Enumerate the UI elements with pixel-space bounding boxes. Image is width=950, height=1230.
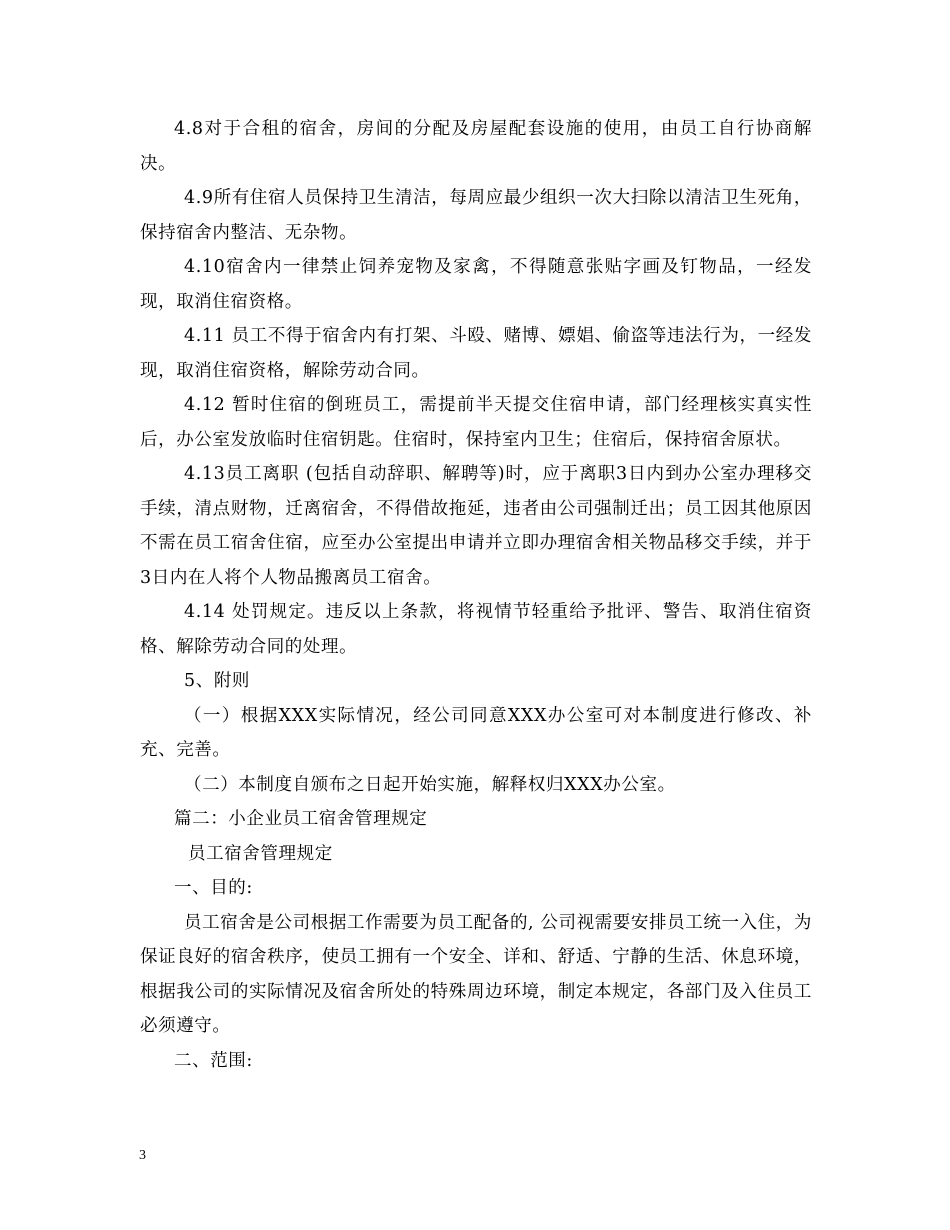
chapter-title: 篇二：小企业员工宿舍管理规定 — [174, 809, 428, 829]
document-title: 员工宿舍管理规定 — [188, 843, 333, 864]
clause-4-12: 4.12 暂时住宿的倒班员工，需提前半天提交住宿申请，部门经理核实真实性后，办公室发放临时住宿钥匙。住宿时，保持室内卫生；住宿后，保持宿舍原状。 — [140, 395, 812, 450]
clause-4-10: 4.10宿舍内一律禁止饲养宠物及家禽，不得随意张贴字画及钉物品，一经发现，取消住宿资格。 — [140, 257, 812, 312]
section-heading-appendix: 5、附则 — [184, 671, 251, 691]
appendix-item-1: （一）根据XXX实际情况，经公司同意XXX办公室可对本制度进行修改、补充、完善。 — [140, 705, 812, 760]
purpose-paragraph: 员工宿舍是公司根据工作需要为员工配备的, 公司视需要安排员工统一入住，为保证良好的宿舍秩序，使员工拥有一个安全、详和、舒适、宁静的生活、休息环境，根据我公司的实际情况及宿舍所处的特殊周边环境，制定本规定，各部门及入住员工必须遵守。 — [140, 912, 812, 1036]
clause-4-8: 4.8对于合租的宿舍，房间的分配及房屋配套设施的使用，由员工自行协商解决。 — [140, 119, 812, 174]
section-heading-scope: 二、范围: — [174, 1050, 253, 1071]
appendix-item-2: （二）本制度自颁布之日起开始实施，解释权归XXX办公室。 — [184, 774, 676, 795]
clause-4-13: 4.13员工离职 (包括自动辞职、解聘等)时，应于离职3日内到办公室办理移交手续，清点财物，迁离宿舍，不得借故拖延，违者由公司强制迁出；员工因其他原因不需在员工宿舍住宿，应至办公室提出申请并立即办理宿舍相关物品移交手续，并于3日内在人将个人物品搬离员工宿舍。 — [140, 464, 812, 588]
document-body — [140, 112, 812, 1078]
clause-4-9: 4.9所有住宿人员保持卫生清洁，每周应最少组织一次大扫除以清洁卫生死角，保持宿舍内整洁、无杂物。 — [140, 188, 812, 243]
page-number: 3 — [139, 1148, 146, 1163]
clause-4-11: 4.11 员工不得于宿舍内有打架、斗殴、赌博、嫖娼、偷盗等违法行为，一经发现，取消住宿资格，解除劳动合同。 — [140, 326, 812, 381]
clause-4-14: 4.14 处罚规定。违反以上条款，将视情节轻重给予批评、警告、取消住宿资格、解除劳动合同的处理。 — [140, 602, 812, 657]
section-heading-purpose: 一、目的: — [174, 878, 253, 898]
